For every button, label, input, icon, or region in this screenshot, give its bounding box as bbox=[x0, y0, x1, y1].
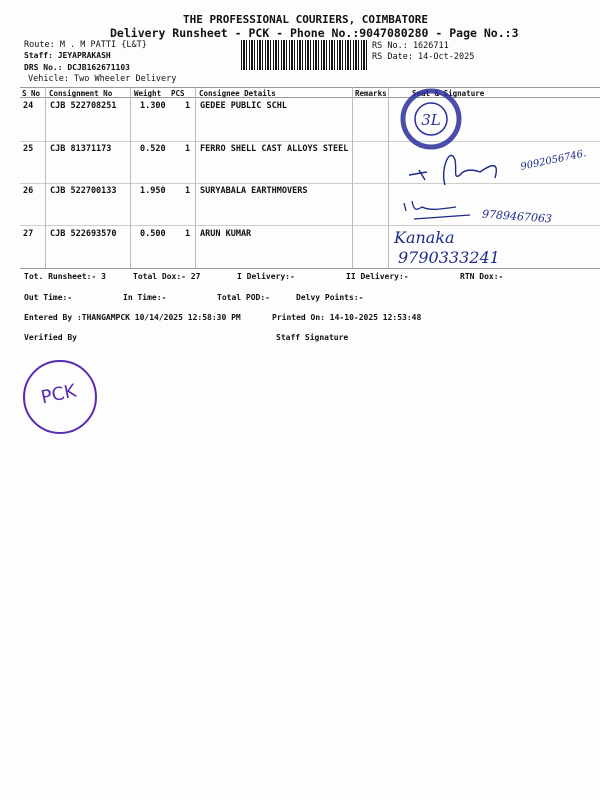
tot-runsheet: Tot. Runsheet:- 3 bbox=[24, 272, 106, 281]
sno: 25 bbox=[23, 144, 34, 154]
weight: 1.300 bbox=[140, 101, 166, 111]
rs-date: RS Date: 14-Oct-2025 bbox=[372, 52, 475, 62]
consignee: FERRO SHELL CAST ALLOYS STEEL bbox=[200, 144, 349, 154]
pcs: 1 bbox=[185, 186, 191, 196]
handwritten-phone-25: 9092056746. bbox=[519, 148, 588, 173]
delvy-points: Delvy Points:- bbox=[296, 293, 364, 302]
pcs: 1 bbox=[185, 101, 191, 111]
route: Route: M . M PATTI {L&T} bbox=[24, 40, 147, 50]
entered-by: Entered By :THANGAMPCK 10/14/2025 12:58:30 PM bbox=[24, 313, 241, 322]
staff-signature: Staff Signature bbox=[276, 333, 349, 342]
weight: 0.500 bbox=[140, 229, 166, 239]
company-name: THE PROFESSIONAL COURIERS, COIMBATORE bbox=[183, 13, 429, 26]
drs-no: DRS No.: DCJB162671103 bbox=[24, 63, 130, 72]
consignment-no: CJB 522693570 bbox=[50, 229, 117, 239]
in-time: In Time:- bbox=[123, 293, 167, 302]
ii-delivery: II Delivery:- bbox=[346, 272, 409, 281]
consignee: SURYABALA EARTHMOVERS bbox=[200, 186, 308, 196]
consignee: ARUN KUMAR bbox=[200, 229, 252, 239]
vehicle: Vehicle: Two Wheeler Delivery bbox=[28, 74, 177, 84]
col-seal-signature: Seal & Signature bbox=[412, 89, 485, 98]
handwritten-phone-26: 9789467063 bbox=[481, 207, 553, 226]
verified-by: Verified By bbox=[24, 333, 77, 342]
weight: 1.950 bbox=[140, 186, 166, 196]
consignee: GEDEE PUBLIC SCHL bbox=[200, 101, 287, 111]
consignment-no: CJB 522708251 bbox=[50, 101, 117, 111]
rtn-dox: RTN Dox:- bbox=[460, 272, 504, 281]
pck-stamp-text: PCK bbox=[39, 380, 79, 409]
consignment-no: CJB 522700133 bbox=[50, 186, 117, 196]
sno: 26 bbox=[23, 186, 34, 196]
runsheet-title: Delivery Runsheet - PCK - Phone No.:9047080280 - Page No.:3 bbox=[110, 26, 519, 40]
out-time: Out Time:- bbox=[24, 293, 73, 302]
col-consignee: Consignee Details bbox=[199, 89, 276, 98]
col-sno: S No bbox=[22, 89, 41, 98]
pck-stamp bbox=[23, 360, 97, 434]
sno: 24 bbox=[23, 101, 34, 111]
i-delivery: I Delivery:- bbox=[237, 272, 295, 281]
pcs: 1 bbox=[185, 229, 191, 239]
total-pod: Total POD:- bbox=[217, 293, 270, 302]
handwritten-name-27: Kanaka bbox=[394, 228, 455, 247]
weight: 0.520 bbox=[140, 144, 166, 154]
signature-row-25 bbox=[405, 140, 515, 190]
rs-no: RS No.: 1626711 bbox=[372, 41, 449, 51]
staff: Staff: JEYAPRAKASH bbox=[24, 51, 111, 60]
printed-on: Printed On: 14-10-2025 12:53:48 bbox=[272, 313, 422, 322]
sno: 27 bbox=[23, 229, 34, 239]
consignment-no: CJB 81371173 bbox=[50, 144, 112, 154]
handwritten-phone-27: 9790333241 bbox=[398, 248, 500, 267]
total-dox: Total Dox:- 27 bbox=[133, 272, 201, 281]
barcode bbox=[241, 40, 369, 70]
seal-initials: 3L bbox=[421, 111, 441, 129]
col-consignment: Consignment No bbox=[49, 89, 113, 98]
col-weight: Weight bbox=[134, 89, 162, 98]
signature-row-26 bbox=[400, 195, 480, 225]
pcs: 1 bbox=[185, 144, 191, 154]
col-pcs: PCS bbox=[171, 89, 185, 98]
col-remarks: Remarks bbox=[355, 89, 387, 98]
